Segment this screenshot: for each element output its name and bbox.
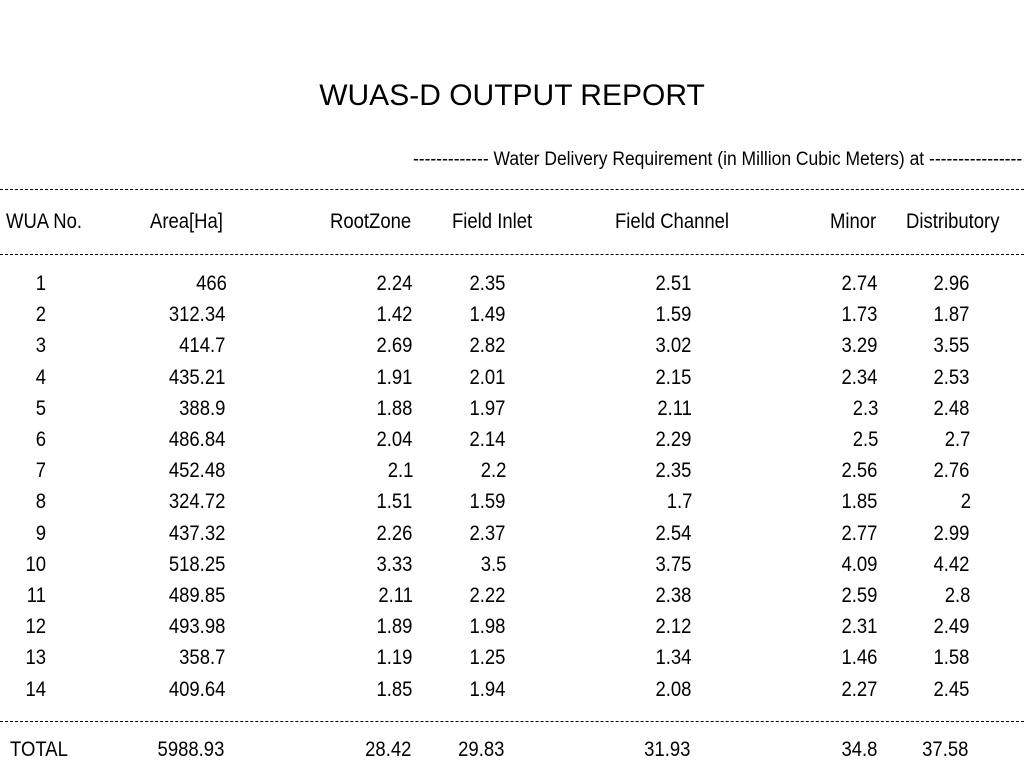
- cell-field-channel: 2.15: [655, 366, 692, 389]
- dashed-divider-top: [0, 189, 1024, 190]
- cell-field-inlet: 2.82: [469, 334, 506, 357]
- water-delivery-subheader: ------------- Water Delivery Requirement (in Million Cubic Meters) at ----------------: [412, 149, 1022, 170]
- cell-distributory: 3.55: [933, 334, 970, 357]
- cell-field-inlet: 1.97: [469, 397, 506, 420]
- cell-area: 493.98: [168, 615, 226, 638]
- table-row: [0, 393, 1024, 424]
- cell-area: 452.48: [168, 459, 226, 482]
- cell-minor: 2.5: [852, 428, 879, 451]
- cell-distributory: 2.96: [933, 272, 970, 295]
- cell-distributory: 2.53: [933, 366, 970, 389]
- cell-wua-no: 2: [35, 303, 46, 326]
- cell-rootzone: 3.33: [376, 553, 413, 576]
- cell-minor: 2.77: [841, 522, 878, 545]
- cell-wua-no: 13: [25, 646, 46, 669]
- cell-field-channel: 2.12: [655, 615, 692, 638]
- cell-field-inlet: 1.59: [469, 490, 506, 513]
- cell-field-channel: 1.34: [655, 646, 692, 669]
- cell-distributory: 2: [961, 490, 972, 513]
- table-total-row: [0, 734, 1024, 765]
- cell-field-channel: 3.75: [655, 553, 692, 576]
- cell-minor: 2.59: [841, 584, 878, 607]
- cell-area: 486.84: [168, 428, 226, 451]
- cell-minor: 1.46: [841, 646, 878, 669]
- cell-field-inlet: 2.22: [469, 584, 506, 607]
- total-field-inlet: 29.83: [458, 738, 505, 761]
- cell-distributory: 1.87: [933, 303, 970, 326]
- total-area: 5988.93: [157, 738, 225, 761]
- header-wua-no: WUA No.: [6, 210, 82, 233]
- total-field-channel: 31.93: [644, 738, 691, 761]
- cell-wua-no: 5: [35, 397, 46, 420]
- cell-distributory: 2.99: [933, 522, 970, 545]
- cell-field-inlet: 2.14: [469, 428, 506, 451]
- cell-minor: 3.29: [841, 334, 878, 357]
- cell-wua-no: 3: [35, 334, 46, 357]
- cell-rootzone: 2.04: [376, 428, 413, 451]
- cell-wua-no: 9: [35, 522, 46, 545]
- table-row: [0, 642, 1024, 673]
- cell-wua-no: 4: [35, 366, 46, 389]
- cell-area: 466: [196, 272, 227, 295]
- cell-area: 388.9: [179, 397, 226, 420]
- cell-distributory: 2.45: [933, 678, 970, 701]
- cell-minor: 2.74: [841, 272, 878, 295]
- cell-rootzone: 1.85: [376, 678, 413, 701]
- table-row: [0, 611, 1024, 642]
- dashed-divider-header: [0, 254, 1024, 255]
- table-row: [0, 362, 1024, 393]
- cell-rootzone: 2.11: [378, 584, 413, 607]
- cell-distributory: 2.8: [944, 584, 971, 607]
- header-distributory: Distributory: [906, 210, 1000, 233]
- cell-minor: 2.56: [841, 459, 878, 482]
- cell-field-channel: 2.51: [655, 272, 692, 295]
- total-rootzone: 28.42: [365, 738, 412, 761]
- cell-field-channel: 1.7: [666, 490, 693, 513]
- table-row: [0, 549, 1024, 580]
- cell-field-channel: 2.54: [655, 522, 692, 545]
- header-field-channel: Field Channel: [615, 210, 730, 233]
- cell-field-inlet: 1.94: [469, 678, 506, 701]
- cell-minor: 2.31: [841, 615, 878, 638]
- cell-area: 324.72: [168, 490, 226, 513]
- cell-minor: 1.85: [841, 490, 878, 513]
- cell-rootzone: 1.42: [376, 303, 413, 326]
- cell-wua-no: 7: [35, 459, 46, 482]
- cell-wua-no: 1: [35, 272, 46, 295]
- table-row: [0, 299, 1024, 330]
- cell-rootzone: 1.88: [376, 397, 413, 420]
- cell-rootzone: 1.89: [376, 615, 413, 638]
- cell-field-inlet: 1.25: [469, 646, 506, 669]
- cell-rootzone: 2.69: [376, 334, 413, 357]
- cell-distributory: 2.48: [933, 397, 970, 420]
- cell-minor: 2.3: [852, 397, 879, 420]
- table-row: [0, 424, 1024, 455]
- cell-wua-no: 6: [35, 428, 46, 451]
- cell-field-channel: 2.38: [655, 584, 692, 607]
- cell-field-channel: 2.11: [657, 397, 692, 420]
- cell-field-inlet: 2.01: [469, 366, 506, 389]
- table-row: [0, 674, 1024, 705]
- cell-field-channel: 2.29: [655, 428, 692, 451]
- cell-area: 358.7: [179, 646, 226, 669]
- cell-area: 409.64: [168, 678, 226, 701]
- cell-area: 312.34: [168, 303, 226, 326]
- header-area: Area[Ha]: [150, 210, 223, 233]
- total-minor: 34.8: [841, 738, 878, 761]
- table-row: [0, 455, 1024, 486]
- cell-field-inlet: 1.98: [469, 615, 506, 638]
- cell-minor: 1.73: [841, 303, 878, 326]
- dashed-divider-total: [0, 721, 1024, 722]
- cell-distributory: 2.49: [933, 615, 970, 638]
- cell-rootzone: 2.26: [376, 522, 413, 545]
- header-rootzone: RootZone: [330, 210, 412, 233]
- table-row: [0, 486, 1024, 517]
- cell-minor: 2.34: [841, 366, 878, 389]
- table-row: [0, 330, 1024, 361]
- cell-rootzone: 1.19: [376, 646, 413, 669]
- total-distributory: 37.58: [922, 738, 969, 761]
- cell-field-channel: 3.02: [655, 334, 692, 357]
- cell-field-inlet: 2.2: [480, 459, 507, 482]
- cell-wua-no: 14: [25, 678, 46, 701]
- cell-distributory: 2.7: [944, 428, 971, 451]
- cell-field-inlet: 1.49: [469, 303, 506, 326]
- cell-field-channel: 2.35: [655, 459, 692, 482]
- cell-rootzone: 1.91: [376, 366, 413, 389]
- cell-wua-no: 11: [26, 584, 46, 607]
- cell-minor: 4.09: [841, 553, 878, 576]
- cell-field-inlet: 2.35: [469, 272, 506, 295]
- report-title: WUAS-D OUTPUT REPORT: [319, 79, 705, 112]
- cell-distributory: 1.58: [933, 646, 970, 669]
- cell-distributory: 2.76: [933, 459, 970, 482]
- cell-rootzone: 2.24: [376, 272, 413, 295]
- cell-area: 414.7: [179, 334, 226, 357]
- cell-area: 518.25: [168, 553, 226, 576]
- header-minor: Minor: [830, 210, 877, 233]
- cell-minor: 2.27: [841, 678, 878, 701]
- cell-wua-no: 10: [25, 553, 46, 576]
- cell-area: 435.21: [168, 366, 226, 389]
- header-field-inlet: Field Inlet: [452, 210, 533, 233]
- table-row: [0, 518, 1024, 549]
- cell-field-channel: 2.08: [655, 678, 692, 701]
- cell-rootzone: 2.1: [387, 459, 414, 482]
- cell-field-inlet: 3.5: [480, 553, 507, 576]
- cell-wua-no: 8: [35, 490, 46, 513]
- cell-rootzone: 1.51: [376, 490, 413, 513]
- cell-distributory: 4.42: [933, 553, 970, 576]
- cell-field-channel: 1.59: [655, 303, 692, 326]
- cell-area: 489.85: [168, 584, 226, 607]
- table-header-row: [0, 206, 1024, 237]
- cell-field-inlet: 2.37: [469, 522, 506, 545]
- cell-wua-no: 12: [25, 615, 46, 638]
- table-row: [0, 268, 1024, 299]
- table-row: [0, 580, 1024, 611]
- cell-area: 437.32: [168, 522, 226, 545]
- total-label: TOTAL: [10, 738, 68, 761]
